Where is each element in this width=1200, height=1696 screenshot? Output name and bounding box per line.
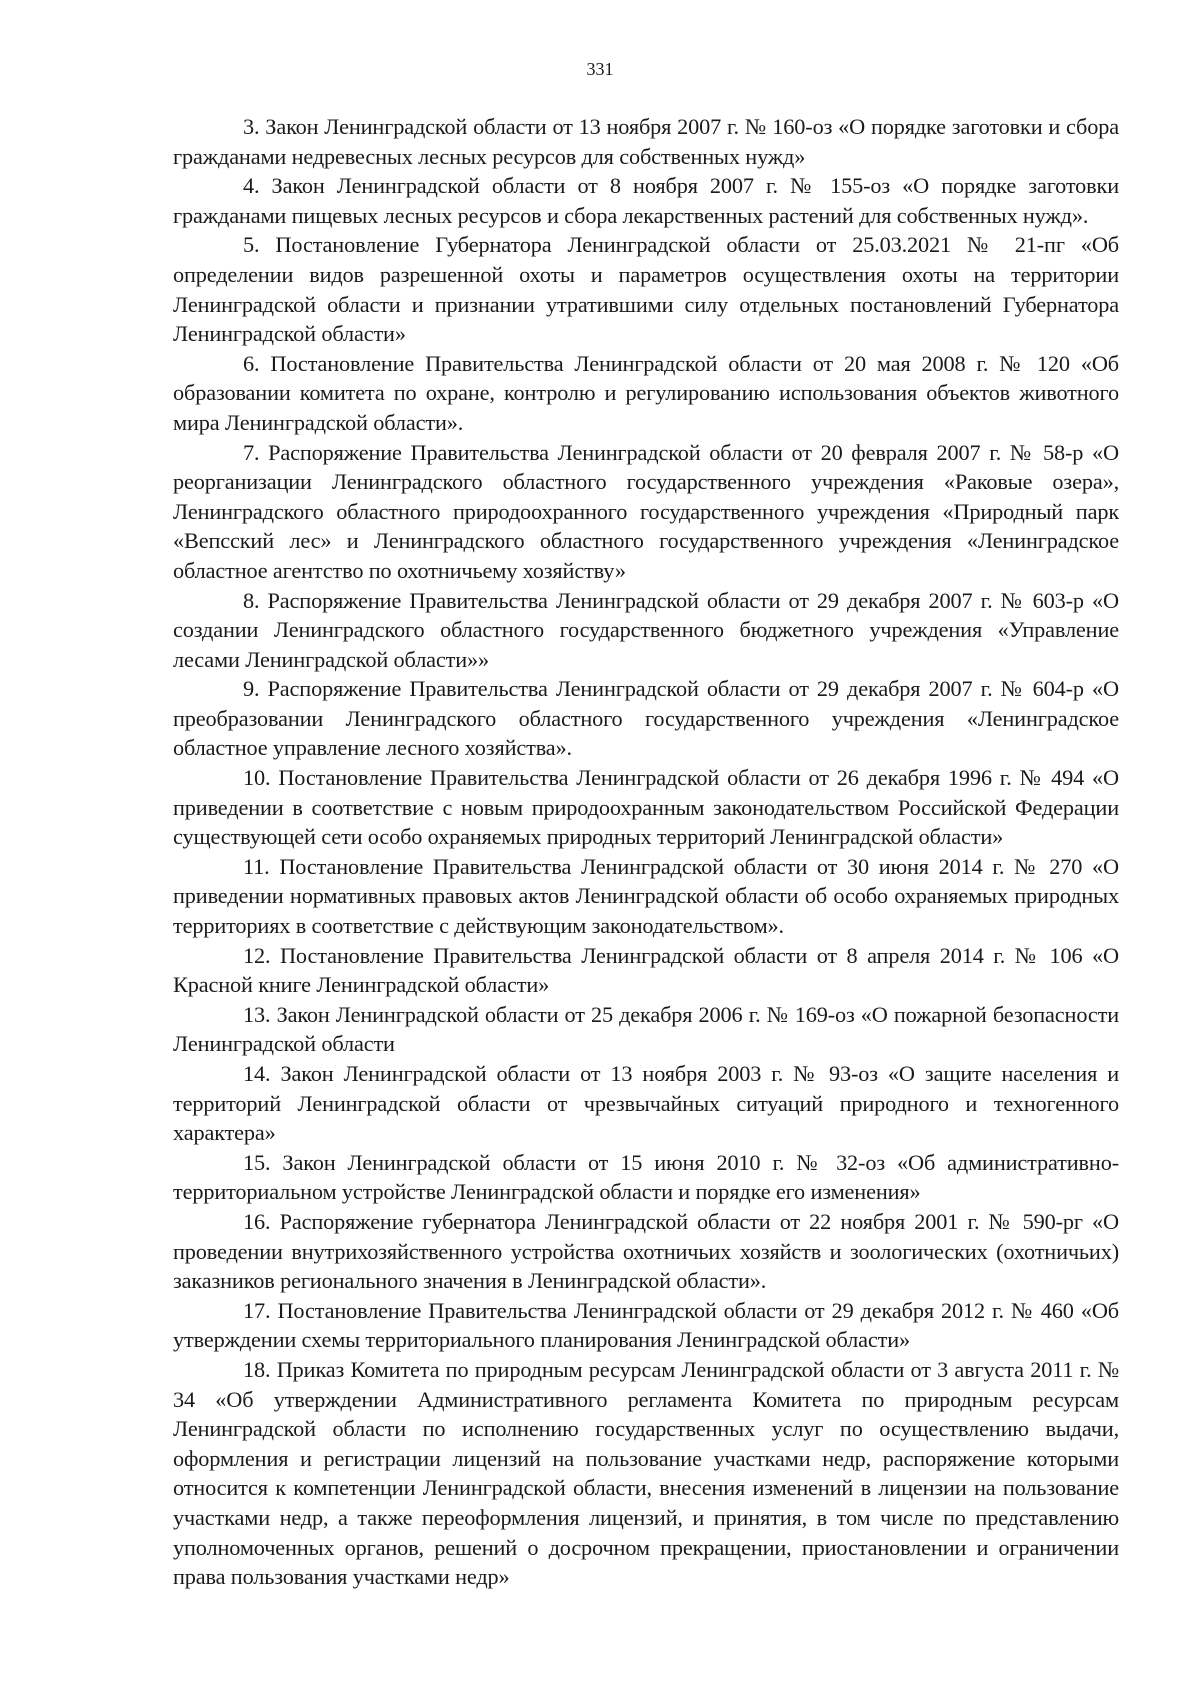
list-item: 16. Распоряжение губернатора Ленинградской области от 22 ноября 2001 г. № 590-рг «О проведении внутрихозяйственного устройства охотничьих хозяйств и зоологических (охотничьих) заказников регионального значения в Ленинградской области». (173, 1208, 1119, 1294)
list-item: 9. Распоряжение Правительства Ленинградской области от 29 декабря 2007 г. № 604-р «О преобразовании Ленинградского областного государственного учреждения «Ленинградское областное управление лесного хозяйства». (173, 676, 1119, 761)
list-item: 8. Распоряжение Правительства Ленинградской области от 29 декабря 2007 г. № 603-р «О создании Ленинградского областного государственного бюджетного учреждения «Управление лесами Ленинградской области»» (173, 587, 1119, 672)
list-item: 15. Закон Ленинградской области от 15 июня 2010 г. № 32-оз «Об административно-территориальном устройстве Ленинградской области и порядке его изменения» (173, 1149, 1119, 1205)
list-item: 3. Закон Ленинградской области от 13 ноября 2007 г. № 160-оз «О порядке заготовки и сбора гражданами недревесных лесных ресурсов для собственных нужд» (173, 114, 1119, 169)
page-number: 331 (586, 59, 614, 79)
list-item: 4. Закон Ленинградской области от 8 ноября 2007 г. № 155-оз «О порядке заготовки гражданами пищевых лесных ресурсов и сбора лекарственных растений для собственных нужд». (173, 173, 1119, 228)
list-item: 5. Постановление Губернатора Ленинградской области от 25.03.2021 № 21-пг «Об определении видов разрешенной охоты и параметров осуществления охоты на территории Ленинградской области и признании утратившими силу отдельных постановлений Губернатора Ленинградской области» (173, 232, 1119, 347)
list-item: 13. Закон Ленинградской области от 25 декабря 2006 г. № 169-оз «О пожарной безопасности Ленинградской области (173, 1001, 1119, 1057)
list-item: 17. Постановление Правительства Ленинградской области от 29 декабря 2012 г. № 460 «Об утверждении схемы территориального планирования Ленинградской области» (173, 1297, 1119, 1353)
legal-acts-list (173, 112, 1119, 1592)
list-item: 6. Постановление Правительства Ленинградской области от 20 мая 2008 г. № 120 «Об образовании комитета по охране, контролю и регулированию использования объектов животного мира Ленинградской области». (173, 350, 1119, 435)
list-item: 14. Закон Ленинградской области от 13 ноября 2003 г. № 93-оз «О защите населения и территорий Ленинградской области от чрезвычайных ситуаций природного и техногенного характера» (173, 1061, 1119, 1146)
list-item: 7. Распоряжение Правительства Ленинградской области от 20 февраля 2007 г. № 58-р «О реорганизации Ленинградского областного государственного учреждения «Раковые озера», Ленинградского областного природоохранного государственного учреждения «Природный парк «Вепсский лес» и Ленинградского областного государственного учреждения «Ленинградское областное агентство по охотничьему хозяйству» (173, 439, 1119, 583)
list-item: 11. Постановление Правительства Ленинградской области от 30 июня 2014 г. № 270 «О приведении нормативных правовых актов Ленинградской области об особо охраняемых природных территориях в соответствие с действующим законодательством». (173, 853, 1119, 939)
list-item: 10. Постановление Правительства Ленинградской области от 26 декабря 1996 г. № 494 «О приведении в соответствие с новым природоохранным законодательством Российской Федерации существующей сети особо охраняемых природных территорий Ленинградской области» (173, 765, 1119, 850)
list-item: 18. Приказ Комитета по природным ресурсам Ленинградской области от 3 августа 2011 г. № 34 «Об утверждении Административного регламента Комитета по природным ресурсам Ленинградской области по исполнению государственных услуг по осуществлению выдачи, оформления и регистрации лицензий на пользование участками недр, распоряжение которыми относится к компетенции Ленинградской области, внесения изменений в лицензии на пользование участками недр, а также переоформления лицензий, и принятия, в том числе по представлению уполномоченных органов, решений о досрочном прекращении, приостановлении и ограничении права пользования участками недр» (173, 1356, 1119, 1590)
list-item: 12. Постановление Правительства Ленинградской области от 8 апреля 2014 г. № 106 «О Красной книге Ленинградской области» (173, 942, 1119, 998)
